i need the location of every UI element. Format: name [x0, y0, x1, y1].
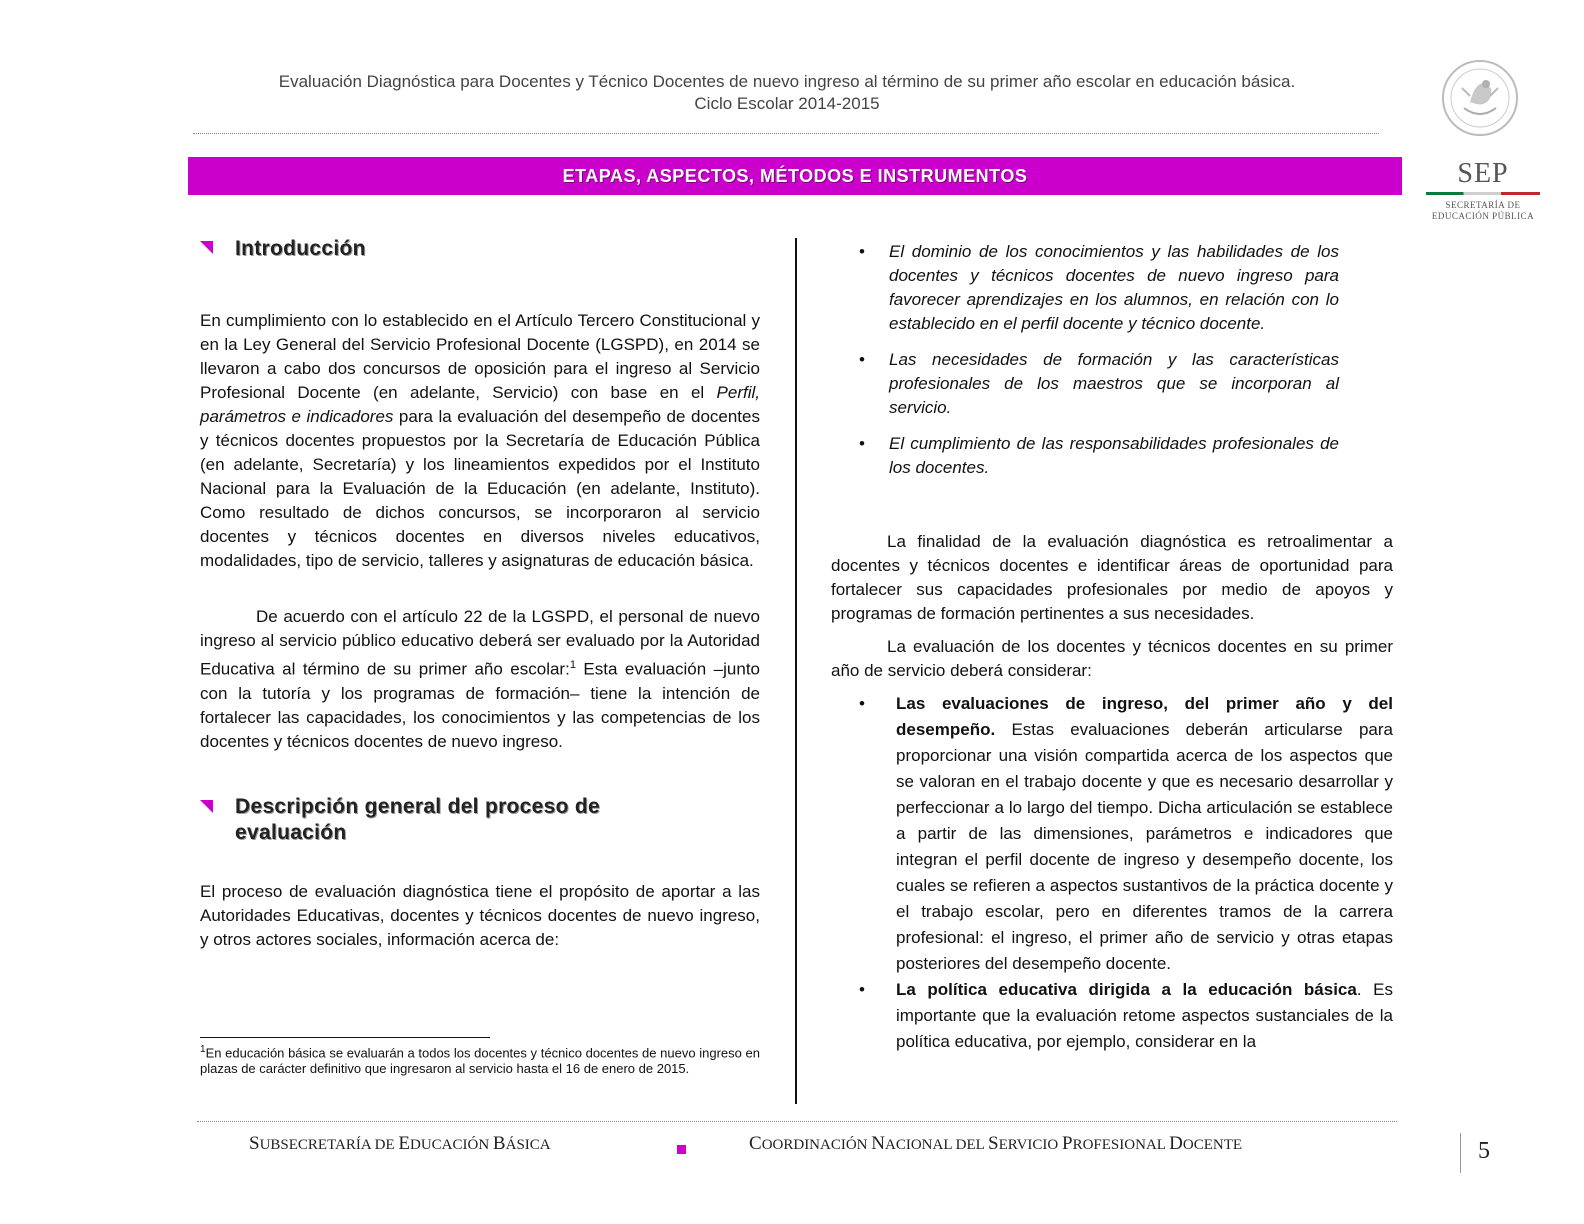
sep-logo-title: SEP: [1457, 158, 1509, 189]
bullet-icon: •: [859, 434, 865, 453]
bullet-icon: •: [859, 980, 865, 999]
document-header-title: Evaluación Diagnóstica para Docentes y Técnico Docentes de nuevo ingreso al término de su primer año escolar en educación básica.: [278, 72, 1296, 91]
sep-logo-subtitle-1: SECRETARÍA DE: [1445, 200, 1521, 210]
footnote-number: 1: [200, 1044, 206, 1055]
intro2-text-b: Esta evaluación –junto con la tutoría y los programas de formación– tiene la intención de fortalecer las capacidades, los conocimientos y las competencias de los docentes y técnicos docentes de nuevo ingreso.: [200, 659, 760, 751]
bullet-icon: •: [859, 350, 865, 369]
sep-logo-stripe: [1426, 192, 1540, 195]
intro2-text-a: De acuerdo con el artículo 22 de la LGSPD, el personal de nuevo ingreso al servicio público educativo deberá ser evaluado por la Autoridad Educativa al término de su primer año escolar:: [200, 607, 760, 679]
footnote-rule: [200, 1037, 490, 1038]
section-banner: ETAPAS, ASPECTOS, MÉTODOS E INSTRUMENTOS: [188, 157, 1402, 195]
sep-logo-subtitle-2: EDUCACIÓN PÚBLICA: [1431, 211, 1535, 221]
footnote-text: En educación básica se evaluarán a todos los docentes y técnico docentes de nuevo ingreso en plazas de carácter definitivo que ingresaron al servicio hasta el 16 de enero de 2015.: [200, 1045, 760, 1077]
bullet-icon: •: [859, 694, 865, 713]
italic-bullet-list: [859, 240, 1339, 480]
bullet-bold-text: La política educativa dirigida a la educación básica: [896, 980, 1357, 999]
considerar-text: La evaluación de los docentes y técnicos docentes en su primer año de servicio deberá considerar:: [831, 637, 1393, 680]
coat-of-arms-icon: [1440, 58, 1520, 138]
document-header-cycle: Ciclo Escolar 2014-2015: [694, 94, 880, 113]
list-item: [859, 977, 1393, 1055]
finalidad-text: La finalidad de la evaluación diagnóstica es retroalimentar a docentes y técnicos docentes e identificar áreas de oportunidad para fortalecer sus capacidades profesionales por medio de apoyos y programas de formación pertinentes a sus necesidades.: [831, 532, 1393, 623]
bullet-bold-text: Las evaluaciones de ingreso, del primer año y del desempeño.: [896, 694, 1393, 739]
footer-separator-square: [677, 1145, 686, 1154]
heading-marker-icon: [200, 241, 213, 254]
heading-introduccion: Introducción: [235, 237, 366, 260]
bullet-icon: •: [859, 242, 865, 261]
bullet-text: El cumplimiento de las responsabilidades profesionales de los docentes.: [889, 434, 1339, 477]
intro-text-a: En cumplimiento con lo establecido en el Artículo Tercero Constitucional y en la Ley General del Servicio Profesional Docente (LGSPD), en 2014 se llevaron a cabo dos concursos de oposición para el ingreso al Servicio Profesional Docente (en adelante, Servicio) con base en el: [200, 311, 760, 402]
list-item: [859, 348, 1339, 420]
description-text: El proceso de evaluación diagnóstica tiene el propósito de aportar a las Autoridades Educativas, docentes y técnicos docentes de nuevo ingreso, y otros actores sociales, información acerca de:: [200, 882, 760, 949]
page-number-divider: [1460, 1133, 1461, 1173]
footnote: [200, 1042, 760, 1077]
list-item: [859, 432, 1339, 480]
bullet-text: . Es importante que la evaluación retome aspectos sustanciales de la política educativa, por ejemplo, considerar en la: [896, 980, 1393, 1051]
intro-text-b: para la evaluación del desempeño de docentes y técnicos docentes propuestos por la Secretaría de Educación Pública (en adelante, Secretaría) y los lineamientos expedidos por el Instituto Nacional para la Evaluación de la Educación (en adelante, Instituto). Como resultado de dichos concursos, se incorporaron al servicio docentes y técnicos docentes en diversos niveles educativos, modalidades, tipo de servicio, talleres y asignaturas de educación básica.: [200, 407, 760, 570]
sep-logo: [1418, 150, 1548, 230]
considerar-paragraph: [831, 635, 1393, 683]
column-divider: [795, 238, 797, 1104]
heading-descripcion: [235, 794, 755, 846]
heading-descripcion-line2: evaluación: [235, 821, 347, 844]
footer-right-label: COORDINACIÓN NACIONAL DEL SERVICIO PROFESIONAL DOCENTE: [749, 1133, 1243, 1154]
footer-left-label: SUBSECRETARÍA DE EDUCACIÓN BÁSICA: [249, 1133, 551, 1154]
footnote-ref: 1: [569, 659, 576, 671]
bullet-text: El dominio de los conocimientos y las habilidades de los docentes y técnicos docentes de nuevo ingreso para favorecer aprendizajes en los alumnos, en relación con lo establecido en el perfil docente y técnico docente.: [889, 242, 1339, 333]
heading-marker-icon: [200, 800, 213, 813]
footer-divider: [197, 1121, 1397, 1122]
list-item: [859, 240, 1339, 336]
finalidad-paragraph: [831, 530, 1393, 626]
page-number: 5: [1478, 1138, 1490, 1164]
bullet-text: Estas evaluaciones deberán articularse para proporcionar una visión compartida acerca de los aspectos que se valoran en el trabajo docente y que es necesario desarrollar y perfeccionar a lo largo del tiempo. Dicha articulación se establece a partir de las dimensiones, parámetros e indicadores que integran el perfil docente de ingreso y desempeño docente, los cuales se refieren a aspectos sustantivos de la práctica docente y el trabajo escolar, pero en diferentes tramos de la carrera profesional: el ingreso, el primer año de servicio y otras etapas posteriores del desempeño docente.: [896, 720, 1393, 973]
bullet-text: Las necesidades de formación y las características profesionales de los maestros que se incorporan al servicio.: [889, 350, 1339, 417]
header-divider: [193, 133, 1379, 134]
list-item: [859, 691, 1393, 977]
heading-descripcion-line1: Descripción general del proceso de: [235, 795, 600, 818]
bold-bullet-list: [859, 691, 1393, 1055]
intro-paragraph-2: [200, 605, 760, 754]
intro-paragraph-1: [200, 309, 760, 573]
intro-text-italic: Perfil, parámetros e indicadores: [200, 383, 760, 426]
description-paragraph: [200, 880, 760, 952]
